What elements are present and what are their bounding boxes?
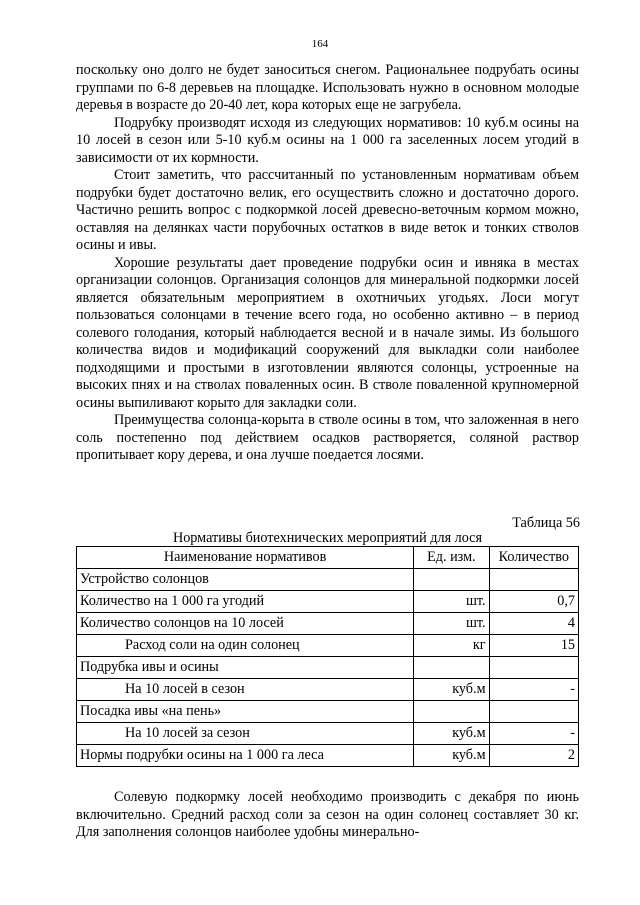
table-row [77, 745, 579, 767]
body-text-bottom [76, 789, 579, 842]
row-unit: куб.м [414, 745, 489, 767]
table-row [77, 723, 579, 745]
row-name: На 10 лосей в сезон [77, 679, 414, 701]
row-name: Количество солонцов на 10 лосей [77, 613, 414, 635]
column-header-unit: Ед. изм. [414, 547, 489, 569]
row-name: Нормы подрубки осины на 1 000 га леса [77, 745, 414, 767]
table-label: Таблица 56 [512, 515, 580, 531]
table-row [77, 679, 579, 701]
row-quantity: 15 [489, 635, 578, 657]
row-quantity: 2 [489, 745, 578, 767]
row-unit: кг [414, 635, 489, 657]
norms-table [76, 546, 579, 767]
row-unit [414, 657, 489, 679]
table-row [77, 613, 579, 635]
table-title: Нормативы биотехнических мероприятий для лося [172, 530, 483, 546]
table-row [77, 569, 579, 591]
row-name: Подрубка ивы и осины [77, 657, 414, 679]
row-name: Расход соли на один солонец [77, 635, 414, 657]
paragraph: Преимущества солонца-корыта в стволе осины в том, что заложенная в него соль постепенно под действием осадков растворяется, соляной раствор пропитывает кору дерева, и она лучше поедается лосями. [76, 412, 579, 463]
table-header-row [77, 547, 579, 569]
row-quantity [489, 701, 578, 723]
row-quantity: - [489, 679, 578, 701]
row-quantity: 0,7 [489, 591, 578, 613]
table-row [77, 591, 579, 613]
table-row [77, 701, 579, 723]
row-unit: шт. [414, 591, 489, 613]
column-header-name: Наименование нормативов [77, 547, 414, 569]
row-quantity [489, 569, 578, 591]
body-text-top [76, 62, 579, 465]
paragraph: Солевую подкормку лосей необходимо производить с декабря по июнь включительно. Средний расход соли за сезон на один солонец составляет 30 кг. Для заполнения солонцов наиболее удобны минерально- [76, 789, 579, 840]
row-name: Количество на 1 000 га угодий [77, 591, 414, 613]
paragraph: поскольку оно долго не будет заноситься снегом. Рациональнее подрубать осины группами по 6-8 деревьев на площадке. Использовать нужно в основном молодые деревья в возрасте до 20-40 лет, кора которых еще не загрубела. [76, 62, 579, 113]
paragraph: Хорошие результаты дает проведение подрубки осин и ивняка в местах организации солонцов. Организация солонцов для минеральной подкормки лосей является обязательным мероприятием в охотничьих угодьях. Лоси могут пользоваться солонцами в течение всего года, но особенно активно – в период солевого голодания, который наблюдается весной и в начале зимы. Из большого количества видов и модификаций сооружений для выкладки соли наиболее подходящими и простыми в изготовлении являются солонцы, устроенные на высоких пнях и на стволах поваленных осин. В стволе поваленной крупномерной осины выпиливают корыто для закладки соли. [76, 254, 579, 411]
row-name: Устройство солонцов [77, 569, 414, 591]
row-quantity: - [489, 723, 578, 745]
table-row [77, 635, 579, 657]
paragraph: Стоит заметить, что рассчитанный по установленным нормативам объем подрубки будет достаточно велик, его осуществить сложно и достаточно дорого. Частично решить вопрос с подкормкой лосей древесно-веточным кормом можно, оставляя на делянках части порубочных остатков в виде веток и тонких стволов осины и ивы. [76, 167, 579, 253]
paragraph: Подрубку производят исходя из следующих нормативов: 10 куб.м осины на 10 лосей в сезон или 5-10 куб.м осины на 1 000 га заселенных лосем угодий в зависимости от их кормности. [76, 114, 579, 166]
row-name: Посадка ивы «на пень» [77, 701, 414, 723]
column-header-quantity: Количество [489, 547, 578, 569]
row-unit: куб.м [414, 679, 489, 701]
row-unit [414, 701, 489, 723]
table-row [77, 657, 579, 679]
row-quantity: 4 [489, 613, 578, 635]
row-unit: куб.м [414, 723, 489, 745]
row-unit [414, 569, 489, 591]
row-name: На 10 лосей за сезон [77, 723, 414, 745]
row-quantity [489, 657, 578, 679]
page-number: 164 [311, 38, 329, 50]
row-unit: шт. [414, 613, 489, 635]
